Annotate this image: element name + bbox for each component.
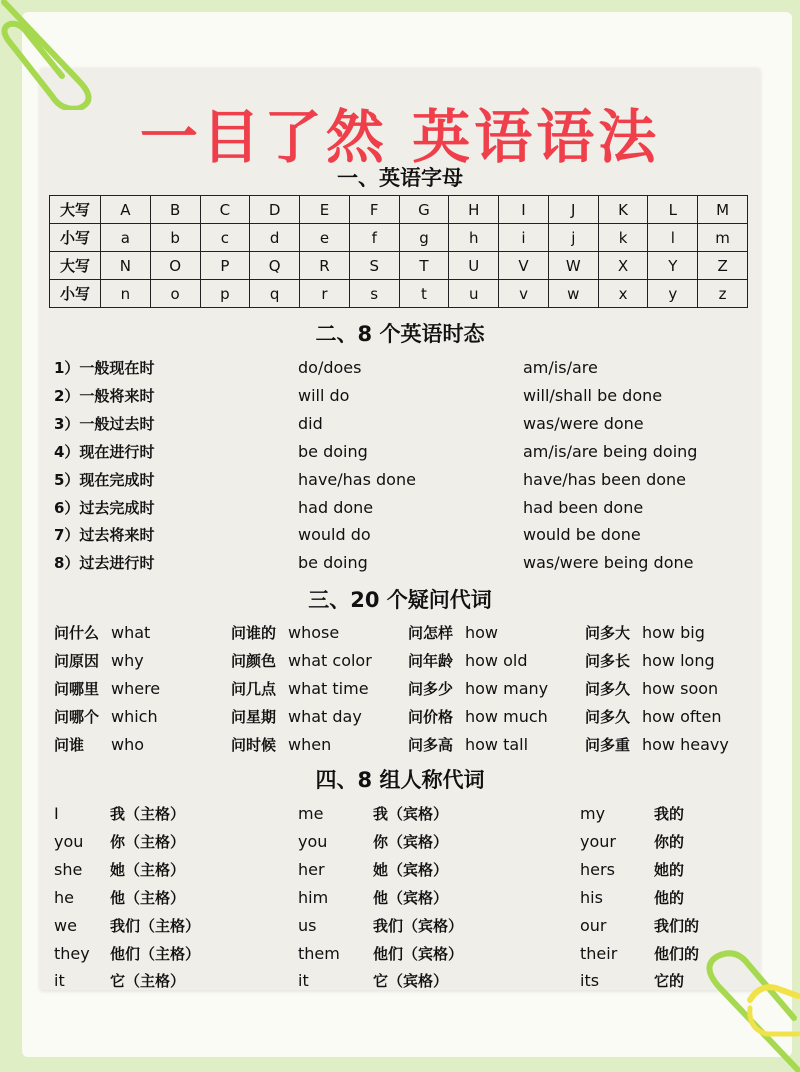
question-word-en: which — [111, 707, 158, 726]
question-word-cn: 问颜色 — [231, 652, 277, 670]
tense-passive-form: am/is/are — [523, 358, 598, 377]
question-word-en: how tall — [465, 735, 529, 754]
pronoun-subj: you — [54, 831, 84, 851]
question-word-en: how long — [642, 651, 715, 670]
pronoun-obj-cn: 他们（宾格） — [373, 944, 464, 963]
tense-name: 1）一般现在时 — [54, 359, 155, 377]
tense-passive-form: have/has been done — [523, 469, 687, 489]
alphabet-letter: Y — [648, 252, 698, 280]
pronoun-poss-cn: 我的 — [654, 805, 685, 823]
question-word-en: where — [111, 679, 161, 698]
tense-name: 3）一般过去时 — [54, 414, 155, 433]
tense-name: 4）现在进行时 — [54, 442, 155, 461]
question-word-en: what color — [288, 651, 372, 670]
question-word-cn: 问谁 — [54, 736, 85, 754]
question-word-en: how much — [465, 707, 548, 726]
pronoun-poss: hers — [580, 859, 615, 879]
alphabet-letter: t — [399, 280, 449, 308]
pronoun-poss-cn: 它的 — [654, 972, 685, 991]
alphabet-letter: x — [598, 280, 648, 308]
tense-active-form: will do — [298, 385, 350, 405]
question-word-en: what time — [288, 679, 369, 698]
pronoun-subj-cn: 我们（主格） — [110, 916, 201, 935]
tense-active-form: have/has done — [298, 469, 416, 489]
alphabet-letter: f — [349, 224, 399, 252]
pronoun-poss-cn: 你的 — [654, 832, 685, 851]
tense-active-form: did — [298, 413, 323, 433]
alphabet-letter: c — [200, 224, 250, 252]
pronoun-subj: they — [54, 943, 90, 963]
tense-active-form: do/does — [298, 358, 362, 377]
alphabet-letter: d — [250, 224, 300, 252]
question-word-cn: 问星期 — [231, 708, 277, 726]
paperclip-icon — [690, 948, 800, 1072]
alphabet-row — [50, 280, 748, 308]
pronoun-poss-cn: 他的 — [654, 888, 685, 907]
alphabet-letter: M — [698, 196, 748, 224]
pronoun-obj: it — [298, 971, 309, 991]
question-word-en: how big — [642, 623, 705, 642]
pronoun-obj: us — [298, 915, 317, 935]
pronoun-poss-cn: 她的 — [654, 860, 685, 879]
alphabet-letter: D — [250, 196, 300, 224]
pronoun-subj: she — [54, 859, 83, 879]
pronoun-poss-cn: 他们的 — [654, 944, 700, 963]
question-word-cn: 问多久 — [585, 708, 631, 726]
alphabet-letter: V — [499, 252, 549, 280]
question-word-en: why — [111, 651, 144, 670]
tense-passive-form: would be done — [523, 525, 641, 545]
alphabet-letter: E — [300, 196, 350, 224]
alphabet-letter: N — [101, 252, 151, 280]
pronoun-subj: it — [54, 971, 65, 991]
alphabet-row — [50, 252, 748, 280]
question-word-cn: 问怎样 — [408, 624, 454, 642]
alphabet-letter: U — [449, 252, 499, 280]
section-title-questions: 三、20 个疑问代词 — [308, 588, 492, 612]
alphabet-row — [50, 196, 748, 224]
question-word-en: how old — [465, 651, 528, 670]
page-title: 一目了然 英语语法 — [139, 103, 661, 171]
question-word-en: when — [288, 735, 332, 754]
alphabet-letter: W — [548, 252, 598, 280]
pronoun-subj-cn: 你（主格） — [110, 832, 186, 851]
pronoun-obj: them — [298, 943, 340, 963]
question-word-en: what day — [288, 707, 362, 726]
question-word-cn: 问多长 — [585, 652, 631, 670]
question-word-cn: 问多重 — [585, 736, 631, 754]
alphabet-letter: v — [499, 280, 549, 308]
question-word-en: whose — [288, 623, 340, 642]
alphabet-letter: r — [300, 280, 350, 308]
pronoun-obj-cn: 它（宾格） — [373, 972, 449, 991]
pronoun-obj-cn: 他（宾格） — [373, 888, 449, 907]
question-word-en: who — [111, 735, 145, 754]
pronoun-obj: me — [298, 804, 324, 823]
question-word-cn: 问几点 — [231, 680, 277, 698]
alphabet-letter: s — [349, 280, 399, 308]
alphabet-letter: S — [349, 252, 399, 280]
tense-passive-form: will/shall be done — [523, 385, 663, 405]
question-word-cn: 问哪里 — [54, 680, 100, 698]
pronoun-poss-cn: 我们的 — [654, 916, 700, 935]
alphabet-letter: z — [698, 280, 748, 308]
pronoun-poss: their — [580, 943, 618, 963]
pronoun-obj: him — [298, 887, 329, 907]
alphabet-letter: w — [548, 280, 598, 308]
tense-active-form: be doing — [298, 441, 368, 461]
question-word-cn: 问时候 — [231, 736, 277, 754]
alphabet-letter: O — [150, 252, 200, 280]
alphabet-row — [50, 224, 748, 252]
section-title-pronouns: 四、8 组人称代词 — [315, 768, 485, 792]
alphabet-row-label: 大写 — [50, 196, 101, 224]
alphabet-letter: o — [150, 280, 200, 308]
alphabet-letter: H — [449, 196, 499, 224]
alphabet-letter: p — [200, 280, 250, 308]
question-word-en: how often — [642, 707, 722, 726]
alphabet-table — [49, 195, 748, 308]
question-word-en: how heavy — [642, 735, 729, 754]
tense-name: 5）现在完成时 — [54, 470, 155, 489]
question-word-cn: 问什么 — [54, 624, 100, 642]
question-word-cn: 问哪个 — [54, 708, 100, 726]
alphabet-letter: m — [698, 224, 748, 252]
alphabet-letter: l — [648, 224, 698, 252]
alphabet-letter: Q — [250, 252, 300, 280]
question-word-en: how soon — [642, 679, 719, 698]
pronoun-poss: your — [580, 831, 616, 851]
alphabet-letter: e — [300, 224, 350, 252]
alphabet-letter: i — [499, 224, 549, 252]
tense-name: 6）过去完成时 — [54, 498, 155, 517]
tense-active-form: be doing — [298, 553, 368, 573]
alphabet-row-label: 大写 — [50, 252, 101, 280]
question-word-cn: 问年龄 — [408, 652, 454, 670]
question-word-en: how — [465, 623, 499, 642]
pronoun-subj: we — [54, 915, 77, 935]
pronoun-subj-cn: 他（主格） — [110, 888, 186, 907]
alphabet-letter: I — [499, 196, 549, 224]
question-word-en: how many — [465, 679, 549, 698]
pronoun-obj-cn: 我（宾格） — [373, 805, 449, 823]
tense-passive-form: had been done — [523, 497, 644, 517]
tense-passive-form: was/were being done — [523, 553, 694, 573]
alphabet-letter: P — [200, 252, 250, 280]
question-word-cn: 问谁的 — [231, 624, 277, 642]
pronoun-obj-cn: 你（宾格） — [373, 832, 449, 851]
alphabet-row-label: 小写 — [50, 280, 101, 308]
question-word-cn: 问多少 — [408, 680, 454, 698]
alphabet-letter: h — [449, 224, 499, 252]
tense-name: 8）过去进行时 — [54, 554, 155, 573]
alphabet-letter: u — [449, 280, 499, 308]
alphabet-letter: G — [399, 196, 449, 224]
alphabet-letter: q — [250, 280, 300, 308]
pronoun-poss: our — [580, 915, 607, 935]
tense-passive-form: am/is/are being doing — [523, 441, 698, 461]
pronoun-obj: you — [298, 831, 328, 851]
alphabet-letter: F — [349, 196, 399, 224]
pronoun-subj-cn: 她（主格） — [110, 860, 186, 879]
alphabet-letter: b — [150, 224, 200, 252]
alphabet-letter: y — [648, 280, 698, 308]
alphabet-letter: g — [399, 224, 449, 252]
alphabet-letter: K — [598, 196, 648, 224]
pronoun-poss: its — [580, 971, 600, 991]
pronoun-subj-cn: 他们（主格） — [110, 944, 201, 963]
tense-name: 7）过去将来时 — [54, 526, 155, 545]
alphabet-letter: n — [101, 280, 151, 308]
pronoun-subj-cn: 我（主格） — [110, 805, 186, 823]
alphabet-letter: R — [300, 252, 350, 280]
alphabet-letter: A — [101, 196, 151, 224]
alphabet-letter: L — [648, 196, 698, 224]
pronoun-subj-cn: 它（主格） — [110, 972, 186, 991]
tense-passive-form: was/were done — [523, 413, 644, 433]
question-word-cn: 问多大 — [585, 624, 631, 642]
pronoun-subj: he — [54, 887, 74, 907]
alphabet-letter: a — [101, 224, 151, 252]
alphabet-letter: J — [548, 196, 598, 224]
alphabet-letter: k — [598, 224, 648, 252]
paperclip-icon — [0, 0, 120, 110]
section-title-tenses: 二、8 个英语时态 — [315, 322, 485, 346]
alphabet-letter: X — [598, 252, 648, 280]
pronoun-obj-cn: 我们（宾格） — [373, 916, 464, 935]
alphabet-letter: Z — [698, 252, 748, 280]
pronoun-subj: I — [54, 804, 59, 823]
pronoun-obj-cn: 她（宾格） — [373, 860, 449, 879]
question-word-cn: 问多高 — [408, 736, 454, 754]
question-word-cn: 问多久 — [585, 680, 631, 698]
section-title-alphabet: 一、英语字母 — [337, 166, 463, 190]
alphabet-letter: B — [150, 196, 200, 224]
pronoun-poss: his — [580, 887, 603, 907]
pronoun-obj: her — [298, 859, 325, 879]
tense-active-form: had done — [298, 497, 374, 517]
pronoun-poss: my — [580, 804, 606, 823]
question-word-cn: 问价格 — [408, 708, 454, 726]
alphabet-letter: C — [200, 196, 250, 224]
tense-name: 2）一般将来时 — [54, 386, 155, 405]
alphabet-letter: j — [548, 224, 598, 252]
question-word-en: what — [111, 623, 151, 642]
tense-active-form: would do — [298, 525, 371, 545]
alphabet-letter: T — [399, 252, 449, 280]
alphabet-row-label: 小写 — [50, 224, 101, 252]
question-word-cn: 问原因 — [54, 652, 100, 670]
